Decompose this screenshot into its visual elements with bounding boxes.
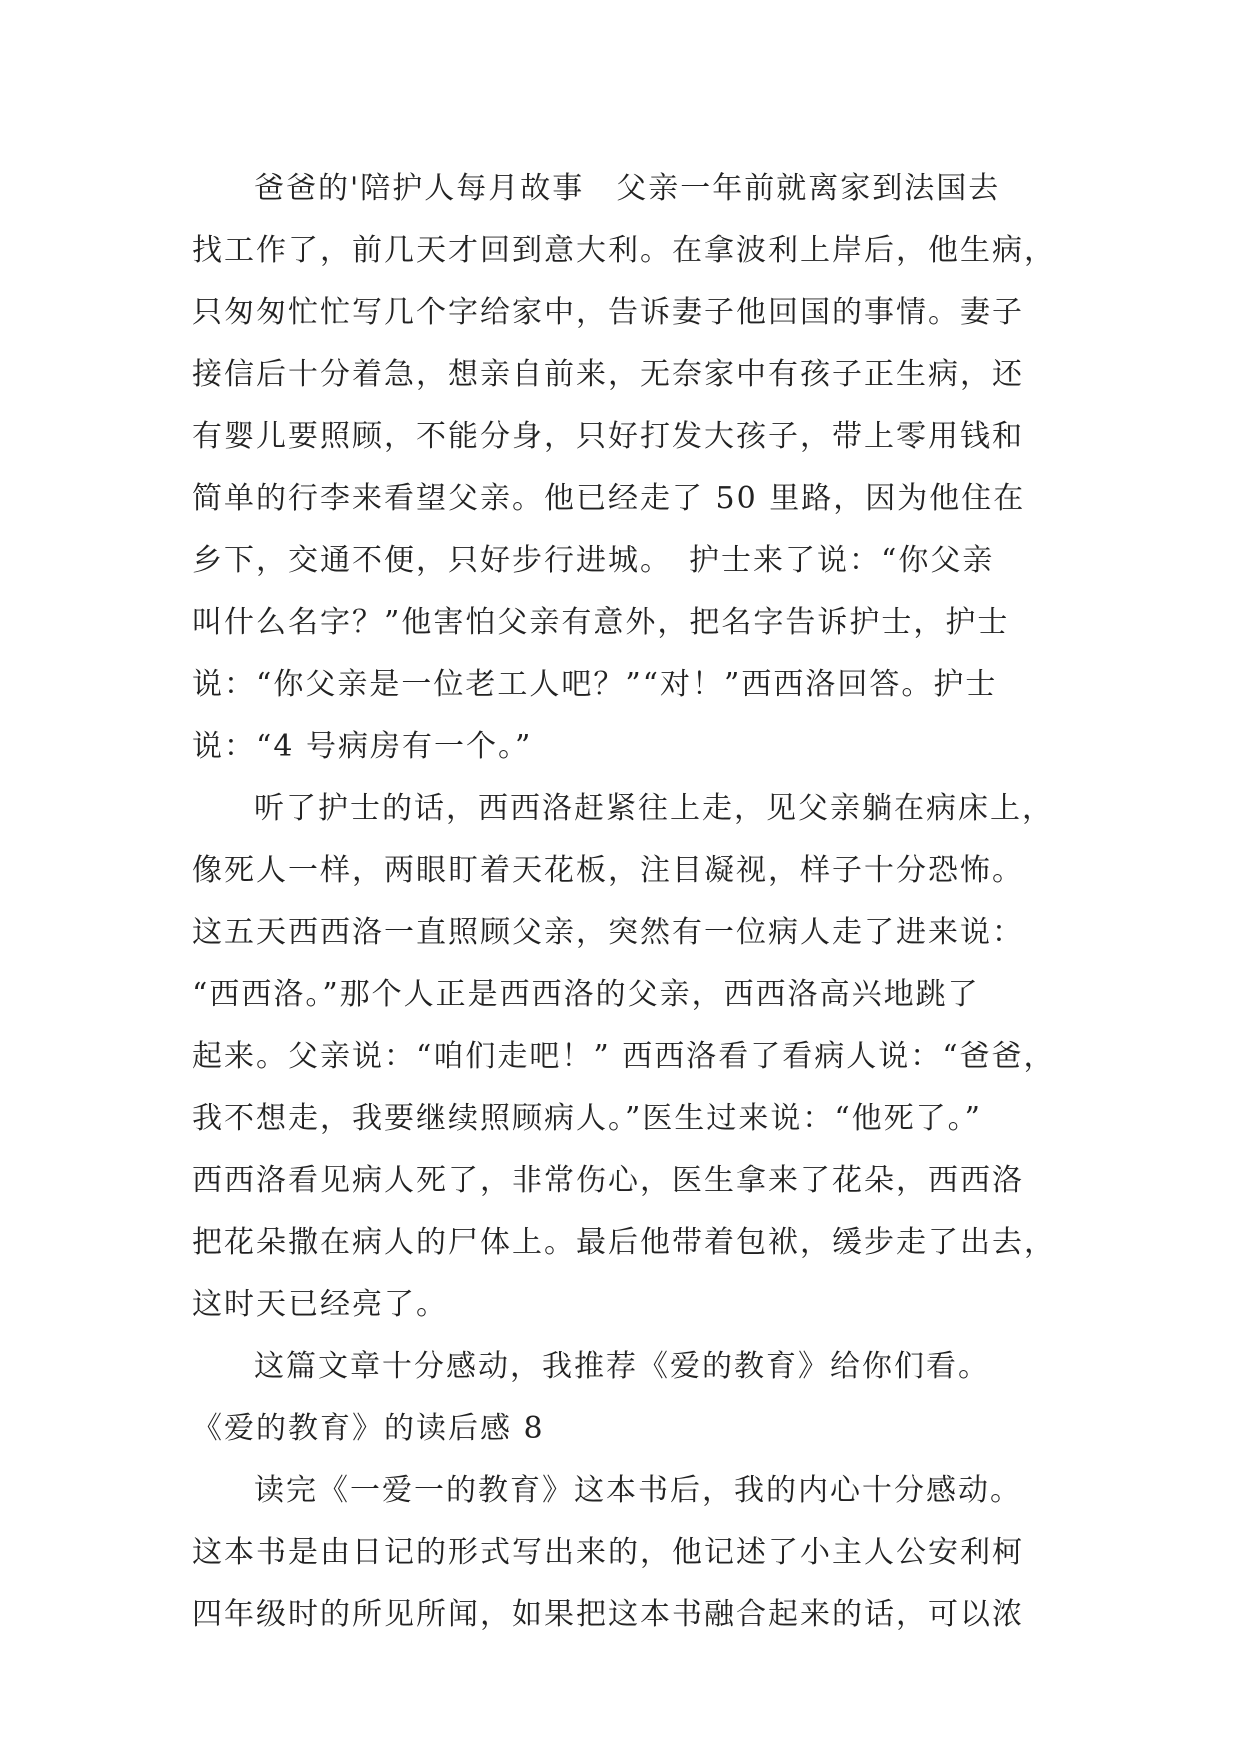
paragraph-line: 找工作了，前几天才回到意大利。在拿波利上岸后，他生病， <box>192 233 1056 268</box>
paragraph-line: 这五天西西洛一直照顾父亲，突然有一位病人走了进来说： <box>192 915 1024 950</box>
paragraph-line: 西西洛看见病人死了，非常伤心，医生拿来了花朵，西西洛 <box>192 1163 1024 1198</box>
paragraph-line: 叫什么名字？”他害怕父亲有意外，把名字告诉护士，护士 <box>192 605 1010 640</box>
paragraph-line: 四年级时的所见所闻，如果把这本书融合起来的话，可以浓 <box>192 1597 1024 1632</box>
paragraph-line: 有婴儿要照顾，不能分身，只好打发大孩子，带上零用钱和 <box>192 419 1024 454</box>
paragraph-line: 像死人一样，两眼盯着天花板，注目凝视，样子十分恐怖。 <box>192 853 1024 888</box>
section-heading: 《爱的教育》的读后感 8 <box>192 1411 545 1446</box>
paragraph-line: 乡下，交通不便，只好步行进城。 护士来了说：“你父亲 <box>192 543 995 578</box>
paragraph-line: 读完《一爱一的教育》这本书后，我的内心十分感动。 <box>254 1473 1022 1508</box>
paragraph-line: “西西洛。”那个人正是西西洛的父亲，西西洛高兴地跳了 <box>192 977 980 1012</box>
paragraph-line: 我不想走，我要继续照顾病人。”医生过来说：“他死了。” <box>192 1101 983 1136</box>
paragraph-line: 这时天已经亮了。 <box>192 1287 448 1322</box>
paragraph-line: 说：“你父亲是一位老工人吧？”“对！”西西洛回答。护士 <box>192 667 998 702</box>
paragraph-line: 这本书是由日记的形式写出来的，他记述了小主人公安利柯 <box>192 1535 1024 1570</box>
paragraph-line: 听了护士的话，西西洛赶紧往上走，见父亲躺在病床上， <box>254 791 1054 826</box>
paragraph-line: 说：“4 号病房有一个。” <box>192 729 533 764</box>
document-body <box>192 158 1072 1646</box>
paragraph-line: 起来。父亲说：“咱们走吧！” 西西洛看了看病人说：“爸爸， <box>192 1039 1056 1074</box>
paragraph-line: 这篇文章十分感动，我推荐《爱的教育》给你们看。 <box>254 1349 990 1384</box>
paragraph-line: 爸爸的'陪护人每月故事 父亲一年前就离家到法国去 <box>254 171 1001 206</box>
paragraph-line: 把花朵撒在病人的尸体上。最后他带着包袱，缓步走了出去， <box>192 1225 1056 1260</box>
paragraph-line: 接信后十分着急，想亲自前来，无奈家中有孩子正生病，还 <box>192 357 1024 392</box>
paragraph-line: 只匆匆忙忙写几个字给家中，告诉妻子他回国的事情。妻子 <box>192 295 1024 330</box>
paragraph-line: 简单的行李来看望父亲。他已经走了 50 里路，因为他住在 <box>192 481 1026 516</box>
